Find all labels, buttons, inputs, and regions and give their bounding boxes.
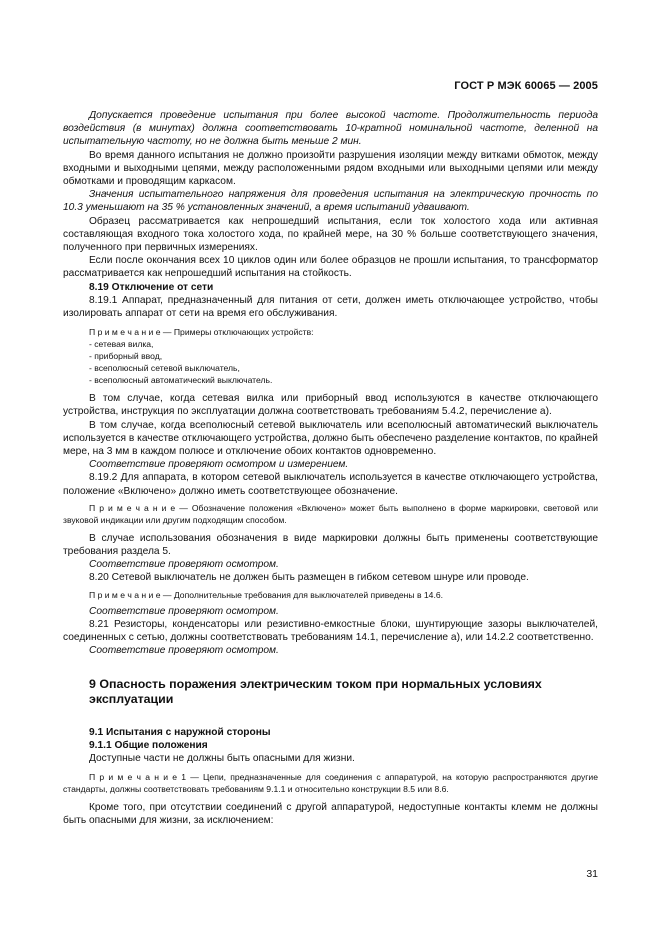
compliance-inspection-measurement: Соответствие проверяют осмотром и измерением. [89, 459, 349, 471]
list-item: - сетевая вилка, [89, 339, 154, 350]
paragraph-terminal-contacts: Кроме того, при отсутствии соединений с другой аппаратурой, недоступные контакты клемм не должны быть опасными для жизни, за исключением: [63, 802, 598, 827]
section-9-title-line-2: эксплуатации [89, 692, 174, 706]
page-number: 31 [586, 868, 598, 880]
section-9-title [89, 677, 598, 708]
list-item: - всеполюсный автоматический выключатель. [89, 375, 273, 386]
paragraph-8-20: 8.20 Сетевой выключатель не должен быть размещен в гибком сетевом шнуре или проводе. [89, 572, 529, 584]
paragraph-test-voltage: Значения испытательного напряжения для проведения испытания на электрическую прочность по 10.3 уменьшают на 35 % установленных значений, а время испытаний удваивают. [63, 189, 598, 214]
heading-8-19: 8.19 Отключение от сети [89, 281, 214, 293]
paragraph-insulation: Во время данного испытания не должно произойти разрушения изоляции между витками обмоток, между входными и выходными цепями, между расположенными рядом входными или выходными цепями или между обмотками и проводящим каркасом. [63, 149, 598, 188]
disconnect-device-list [63, 338, 598, 386]
document-code-header: ГОСТ Р МЭК 60065 — 2005 [454, 80, 598, 92]
compliance-inspection: Соответствие проверяют осмотром. [89, 605, 279, 617]
paragraph-8-19-1: 8.19.1 Аппарат, предназначенный для питания от сети, должен иметь отключающее устройство, чтобы изолировать аппарат от сети на время его обслуживания. [63, 294, 598, 320]
document-body [63, 109, 598, 828]
paragraph-marking-section-5: В случае использования обозначения в виде маркировки должны быть применены соответствующие требования раздела 5. [63, 532, 598, 558]
section-9-title-line-1: 9 Опасность поражения электрическим током при нормальных условиях [89, 676, 542, 691]
paragraph-all-pole-switch: В том случае, когда всеполюсный сетевой выключатель или всеполюсный автоматический выключатель используется в качестве отключающего устройства, должно быть обеспечено разделение контактов, по крайней мере, на 3 мм в каждом полюсе и отключение обоих контактов одновременно. [63, 419, 598, 458]
paragraph-8-21: 8.21 Резисторы, конденсаторы или резистивно-емкостные блоки, шунтирующие зазоры выключателей, соединенных с сетью, должны соответствовать требованиям 14.1, перечисление а), или 14.2.2 соответственно. [63, 618, 598, 644]
paragraph-accessible-parts: Доступные части не должны быть опасными для жизни. [89, 752, 355, 764]
note-disconnect-devices: П р и м е ч а н и е — Примеры отключающих устройств: [89, 327, 314, 338]
heading-9-1: 9.1 Испытания с наружной стороны [89, 726, 271, 738]
heading-9-1-1: 9.1.1 Общие положения [89, 739, 208, 751]
list-item: - всеполюсный сетевой выключатель, [89, 363, 240, 374]
paragraph-sample-failed: Образец рассматривается как непрошедший испытания, если ток холостого хода или активная составляющая входного тока холостого хода, по крайней мере, на 30 % больше соответствующего значения, полученного при первичных измерениях. [63, 215, 598, 254]
note-on-position-marking: П р и м е ч а н и е — Обозначение положения «Включено» может быть выполнено в форме маркировки, световой или звуковой индикации или другим подходящим способом. [63, 502, 598, 525]
note-switch-requirements: П р и м е ч а н и е — Дополнительные требования для выключателей приведены в 14.6. [89, 589, 444, 600]
note-1-circuits: П р и м е ч а н и е 1 — Цепи, предназначенные для соединения с аппаратурой, на которую распространяются другие стандарты, должны соответствовать требованиям 9.1.1 и относительно конструкции 8.5 или 8.6. [63, 772, 598, 795]
compliance-inspection: Соответствие проверяют осмотром. [89, 645, 279, 657]
paragraph-frequency-note: Допускается проведение испытания при более высокой частоте. Продолжительность периода воздействия (в минутах) должна соответствовать 10-кратной номинальной частоте, деленной на испытательную частоту, но не должна быть меньше 2 мин. [63, 110, 598, 148]
list-item: - приборный ввод, [89, 351, 163, 362]
paragraph-8-19-2: 8.19.2 Для аппарата, в котором сетевой выключатель используется в качестве отключающего устройства, положение «Включено» должно иметь соответствующее обозначение. [63, 472, 598, 497]
paragraph-ten-cycles: Если после окончания всех 10 циклов один или более образцов не прошли испытания, то трансформатор рассматривается как непрошедший испытания на стойкость. [63, 255, 598, 280]
paragraph-plug-inlet: В том случае, когда сетевая вилка или приборный ввод используются в качестве отключающего устройства, инструкция по эксплуатации должна соответствовать требованиям 5.4.2, перечисление а). [63, 393, 598, 418]
compliance-inspection: Соответствие проверяют осмотром. [89, 559, 279, 571]
